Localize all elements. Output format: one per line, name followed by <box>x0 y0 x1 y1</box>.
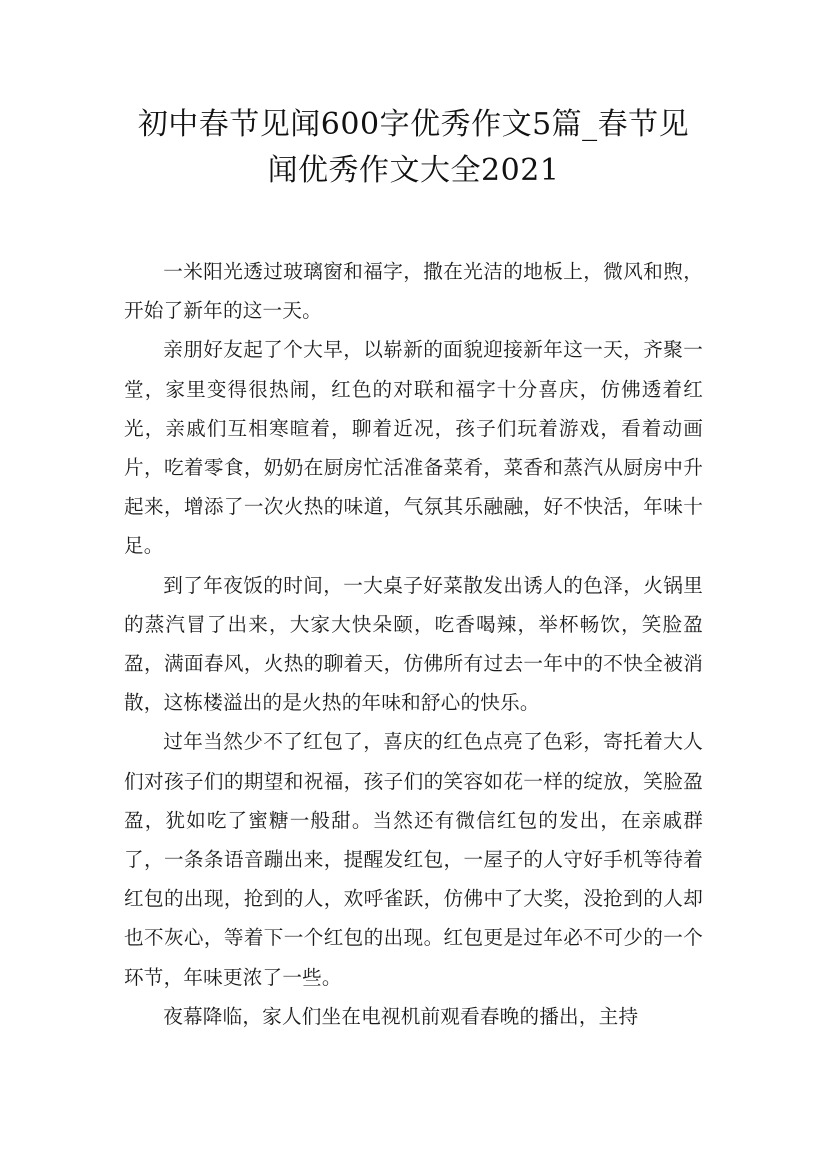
paragraph-1: 一米阳光透过玻璃窗和福字，撒在光洁的地板上，微风和煦，开始了新年的这一天。 <box>124 260 703 323</box>
paragraph-3: 到了年夜饭的时间，一大桌子好菜散发出诱人的色泽，火锅里的蒸汽冒了出来，大家大快朵颐，吃香喝辣，举杯畅饮，笑脸盈盈，满面春风，火热的聊着天，仿佛所有过去一年中的不快全被消散，这栋楼溢出的是火热的年味和舒心的快乐。 <box>124 573 703 715</box>
paragraph-2: 亲朋好友起了个大早，以崭新的面貌迎接新年这一天，齐聚一堂，家里变得很热闹，红色的对联和福字十分喜庆，仿佛透着红光，亲戚们互相寒暄着，聊着近况，孩子们玩着游戏，看着动画片，吃着零食，奶奶在厨房忙活准备菜肴，菜香和蒸汽从厨房中升起来，增添了一次火热的味道，气氛其乐融融，好不快活，年味十足。 <box>124 338 703 558</box>
title-line-1: 初中春节见闻600字优秀作文5篇_春节见 <box>137 107 690 142</box>
document-title <box>124 102 703 194</box>
title-line-2: 闻优秀作文大全2021 <box>267 153 560 188</box>
article-body <box>124 252 703 1036</box>
paragraph-5: 夜幕降临，家人们坐在电视机前观看春晚的播出，主持 <box>163 1004 639 1028</box>
paragraph-4: 过年当然少不了红包了，喜庆的红色点亮了色彩，寄托着大人们对孩子们的期望和祝福，孩子们的笑容如花一样的绽放，笑脸盈盈，犹如吃了蜜糖一般甜。当然还有微信红包的发出，在亲戚群了，一条条语音蹦出来，提醒发红包，一屋子的人守好手机等待着红包的出现，抢到的人，欢呼雀跃，仿佛中了大奖，没抢到的人却也不灰心，等着下一个红包的出现。红包更是过年必不可少的一个环节，年味更浓了一些。 <box>124 730 703 989</box>
